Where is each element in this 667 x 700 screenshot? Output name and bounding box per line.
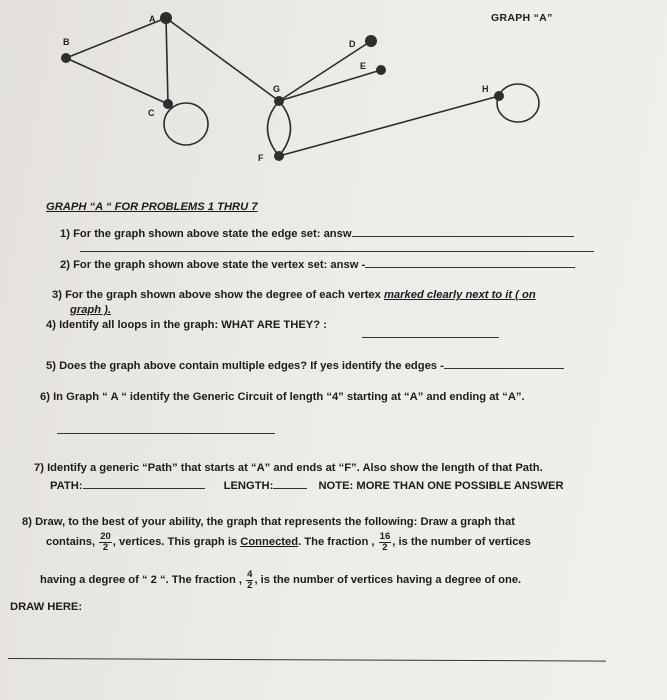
vertices-text: , vertices. This graph is (112, 536, 241, 548)
vertex-f (274, 151, 284, 161)
edge-a-g (166, 18, 279, 101)
connected-text: Connected (240, 536, 299, 548)
question-1-number: 1) (60, 228, 70, 240)
fraction-4-over-2 (246, 570, 253, 591)
fraction-1-denominator: 2 (102, 541, 109, 553)
question-8-line-3 (40, 569, 521, 591)
fraction-16-over-2 (379, 532, 392, 553)
edge-a-c (166, 18, 168, 104)
edge-g-d (279, 41, 371, 101)
question-7-text: Identify a generic “Path” that starts at “A” and ends at “F”. Also show the length of that Path. (47, 462, 543, 474)
question-3-emphasis-cont: graph ). (70, 304, 112, 316)
question-6-answer-line[interactable] (57, 433, 275, 434)
question-2-number: 2) (60, 259, 70, 271)
question-5-number: 5) (46, 360, 56, 372)
fraction-2-denominator: 2 (382, 541, 388, 553)
vertex-labels (63, 14, 489, 163)
question-7-number: 7) (34, 462, 44, 474)
edge-f-h (279, 96, 499, 156)
edge-g-e (279, 70, 381, 101)
fraction-20-over-2 (99, 532, 112, 553)
vertex-label-c: C (148, 108, 155, 118)
question-4-answer-line[interactable] (362, 337, 499, 338)
section-heading: GRAPH “A “ FOR PROBLEMS 1 THRU 7 (46, 201, 258, 213)
degree-one-text: , is the number of vertices having a degree of one. (254, 574, 522, 586)
vertex-b (61, 53, 71, 63)
path-answer-line[interactable] (83, 477, 205, 489)
vertex-e (376, 65, 386, 75)
contains-text: contains, (46, 536, 96, 548)
fraction-1-numerator: 20 (100, 530, 111, 542)
degree-two-cont: having a degree of “ 2 “. The fraction , (40, 574, 243, 586)
edge-a-b (66, 18, 166, 58)
vertex-d (365, 35, 377, 47)
question-3-number: 3) (52, 289, 62, 301)
graph-edges (66, 18, 539, 156)
question-1 (60, 225, 574, 240)
question-8-number: 8) (22, 516, 32, 528)
question-5 (46, 357, 564, 372)
length-answer-line[interactable] (273, 477, 307, 489)
edge-g-f-right (279, 101, 291, 156)
path-label: PATH: (50, 480, 83, 492)
vertex-a (160, 12, 172, 24)
question-7-note: NOTE: MORE THAN ONE POSSIBLE ANSWER (318, 480, 564, 492)
graph-title: GRAPH “A” (491, 12, 553, 24)
fraction-3-numerator: 4 (247, 568, 253, 580)
loop-c (164, 103, 208, 145)
question-2-answer-line[interactable] (365, 256, 575, 268)
question-4-text: Identify all loops in the graph: WHAT ARE THEY? : (59, 319, 327, 331)
vertex-label-f: F (258, 153, 264, 163)
question-3-text: For the graph shown above show the degree of each vertex (65, 289, 384, 301)
question-4 (46, 319, 327, 331)
question-5-text: Does the graph above contain multiple edges? If yes identify the edges - (59, 360, 444, 372)
graph-a-diagram (0, 0, 667, 200)
question-2 (60, 256, 575, 271)
drawing-line[interactable] (8, 658, 606, 662)
vertex-label-a: A (149, 14, 156, 24)
vertex-label-d: D (349, 39, 356, 49)
fraction-intro-text: . The fraction , (298, 536, 375, 548)
question-1-text: For the graph shown above state the edge set: answ (73, 228, 352, 240)
degree-two-text: , is the number of vertices (392, 536, 531, 548)
question-8-line-1 (22, 516, 515, 528)
question-1-answer-line[interactable] (352, 225, 574, 237)
vertex-label-e: E (360, 61, 367, 71)
question-8-text-1: Draw, to the best of your ability, the graph that represents the following: Draw a graph that (35, 516, 515, 528)
question-3 (52, 289, 536, 301)
vertex-h (494, 91, 504, 101)
vertex-label-b: B (63, 37, 70, 47)
edge-g-f-left (268, 101, 280, 156)
question-6 (40, 391, 525, 403)
question-2-text: For the graph shown above state the vertex set: answ - (73, 259, 366, 271)
question-5-answer-line[interactable] (444, 357, 564, 369)
question-6-text: In Graph “ A “ identify the Generic Circuit of length “4” starting at “A” and ending at “A”. (53, 391, 525, 403)
question-6-number: 6) (40, 391, 50, 403)
vertex-label-h: H (482, 84, 489, 94)
question-3-emphasis: marked clearly next to it ( on (383, 289, 536, 301)
question-1-extra-line[interactable] (80, 251, 594, 252)
vertex-label-g: G (273, 84, 281, 94)
question-4-number: 4) (46, 319, 56, 331)
draw-here-label: DRAW HERE: (10, 601, 83, 613)
question-7-answers (50, 477, 564, 492)
length-label: LENGTH: (223, 480, 274, 492)
vertex-g (274, 96, 284, 106)
loop-h (497, 84, 539, 122)
fraction-3-denominator: 2 (247, 579, 253, 591)
question-7 (34, 462, 543, 474)
fraction-2-numerator: 16 (379, 530, 391, 542)
vertex-c (163, 99, 173, 109)
edge-b-c (66, 58, 168, 104)
question-8-line-2 (46, 531, 531, 553)
